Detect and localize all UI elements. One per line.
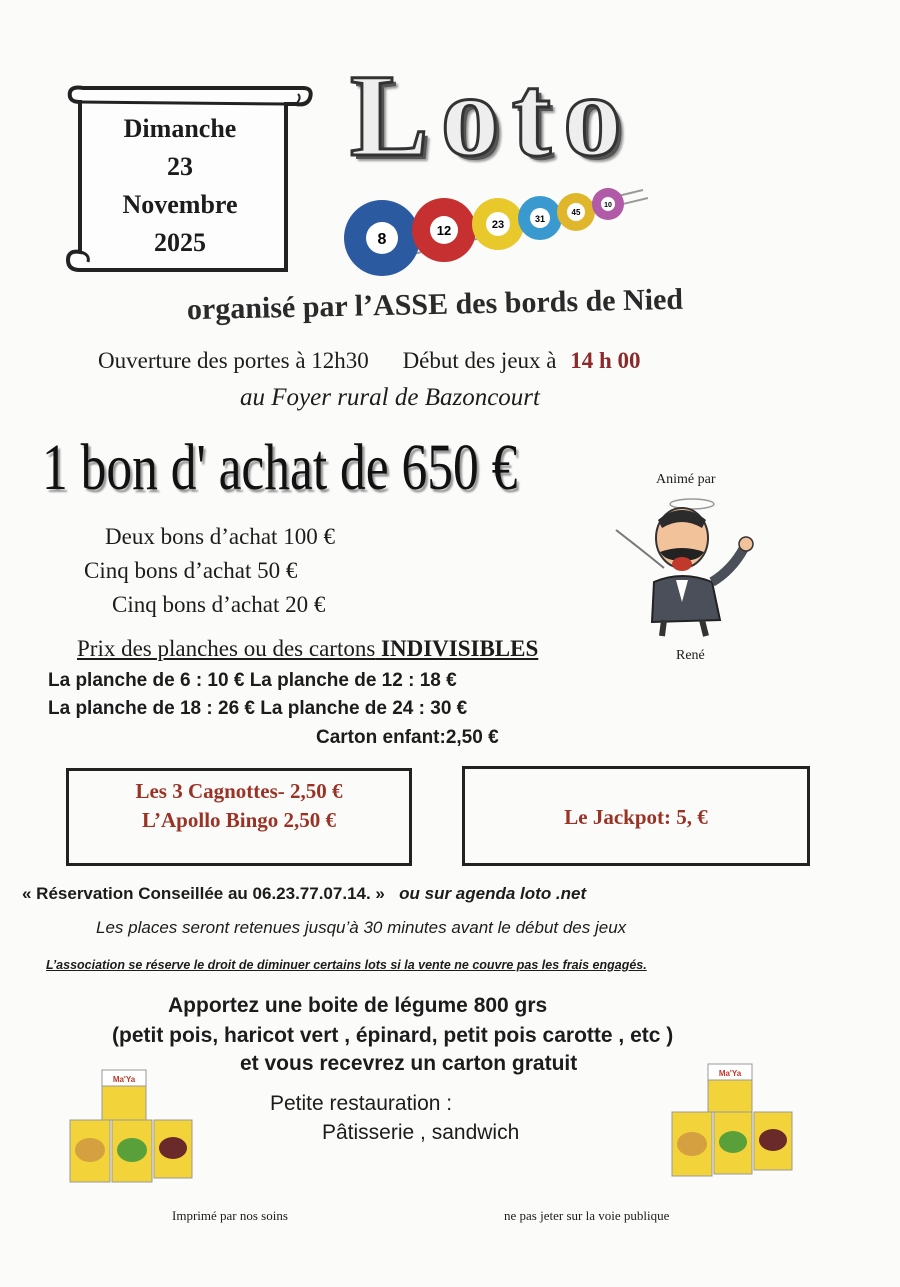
jackpot-line: Le Jackpot: 5, € xyxy=(564,805,708,829)
bingo-ball-3 xyxy=(472,198,524,250)
bingo-balls-illustration xyxy=(338,180,658,280)
vegetable-offer-line: (petit pois, haricot vert , épinard, petit pois carotte , etc ) xyxy=(112,1024,674,1047)
prize-line: Deux bons d’achat 100 € xyxy=(105,524,335,549)
bingo-ball-1 xyxy=(344,200,420,276)
cagnottes-line: Les 3 Cagnottes- 2,50 € xyxy=(135,779,343,803)
bingo-ball-5 xyxy=(557,193,595,231)
date-day-name: Dimanche xyxy=(123,114,237,143)
reservation-website: ou sur agenda loto .net xyxy=(399,884,587,903)
restauration-line: Pâtisserie , sandwich xyxy=(322,1121,520,1144)
cagnottes-box xyxy=(66,768,412,866)
jackpot-box xyxy=(462,766,810,866)
restauration-line: Petite restauration : xyxy=(270,1092,453,1115)
event-date xyxy=(80,110,280,262)
bingo-ball-4 xyxy=(518,196,562,240)
date-year: 2025 xyxy=(154,228,206,257)
bingo-ball-label: 31 xyxy=(534,214,546,224)
organiser-line: organisé par l’ASSE des bords de Nied xyxy=(186,282,684,327)
bingo-ball-label: 23 xyxy=(491,219,505,231)
reservation-phone: « Réservation Conseillée au 06.23.77.07.14. » xyxy=(22,884,385,903)
games-start-time: 14 h 00 xyxy=(570,348,641,373)
main-prize: 1 bon d' achat de 650 € xyxy=(42,431,518,504)
vegetable-offer-line: et vous recevrez un carton gratuit xyxy=(240,1052,578,1075)
page-title: Loto xyxy=(350,50,634,181)
bingo-ball-6 xyxy=(592,188,624,220)
price-row: Carton enfant:2,50 € xyxy=(316,727,499,748)
reservation-line xyxy=(22,884,586,904)
canned-vegetables-illustration xyxy=(668,1062,798,1182)
bingo-ball-label: 10 xyxy=(604,202,612,209)
price-row: La planche de 6 : 10 € La planche de 12 : 18 € xyxy=(48,670,457,691)
disclaimer: L’association se réserve le droit de diminuer certains lots si la vente ne couvre pas les frais engagés. xyxy=(46,958,647,972)
doors-opening: Ouverture des portes à 12h30 xyxy=(98,348,369,373)
venue: au Foyer rural de Bazoncourt xyxy=(240,384,540,411)
footer-do-not-litter: ne pas jeter sur la voie publique xyxy=(504,1208,670,1223)
date-day: 23 xyxy=(167,152,193,181)
price-row: La planche de 18 : 26 € La planche de 24 : 30 € xyxy=(48,698,468,719)
places-notice: Les places seront retenues jusqu’à 30 minutes avant le début des jeux xyxy=(96,918,627,937)
host-name: René xyxy=(676,648,705,663)
schedule-line xyxy=(98,348,641,374)
apollo-bingo-line: L’Apollo Bingo 2,50 € xyxy=(141,808,337,832)
host-caricature-illustration xyxy=(612,490,762,640)
prize-line: Cinq bons d’achat 50 € xyxy=(84,558,298,583)
prices-header xyxy=(77,636,538,662)
prize-line: Cinq bons d’achat 20 € xyxy=(112,592,326,617)
bingo-ball-label: 12 xyxy=(436,223,452,238)
footer-printed-by: Imprimé par nos soins xyxy=(172,1208,288,1223)
vegetable-offer-line: Apportez une boite de légume 800 grs xyxy=(168,994,548,1017)
canned-vegetables-illustration xyxy=(66,1068,196,1188)
host-label: Animé par xyxy=(656,472,716,487)
bingo-ball-label: 8 xyxy=(377,231,387,248)
bingo-ball-2 xyxy=(412,198,476,262)
prices-header-text: Prix des planches ou des cartons xyxy=(77,636,376,661)
bingo-ball-label: 45 xyxy=(571,208,581,217)
games-start-label: Début des jeux à xyxy=(402,348,557,373)
prices-header-emphasis: INDIVISIBLES xyxy=(381,636,539,661)
date-month: Novembre xyxy=(122,190,238,219)
can-brand: Ma'Ya xyxy=(718,1069,742,1078)
can-brand: Ma'Ya xyxy=(112,1075,136,1084)
